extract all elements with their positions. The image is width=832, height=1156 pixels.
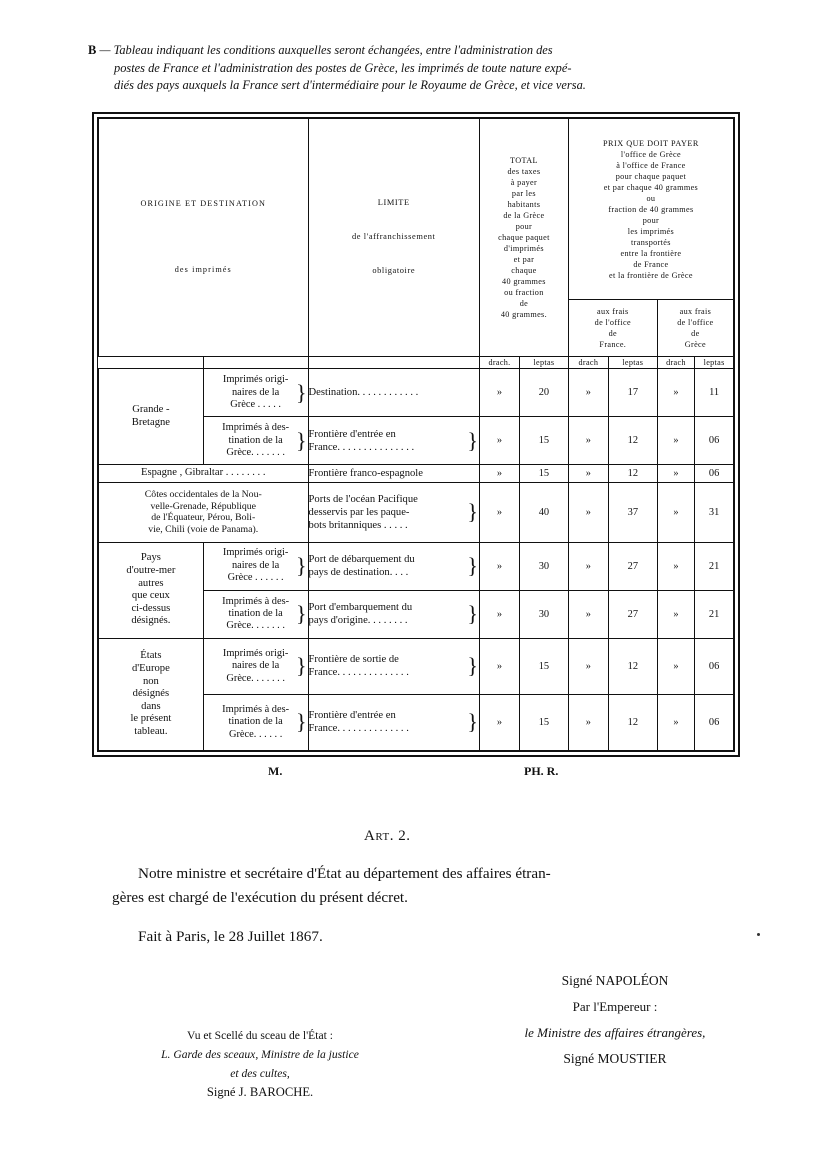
row-france-drach-6: » <box>568 590 608 638</box>
brace-icon: } <box>467 709 478 735</box>
brace-icon: } <box>467 499 478 525</box>
zone-line-5: dans <box>141 700 161 712</box>
header-frais-grece-line-3: de <box>691 328 700 338</box>
row-total-drach-6: » <box>479 590 519 638</box>
brace-icon: } <box>295 427 307 453</box>
limite-line-2: France. . . . . . . . . . . . . . <box>308 667 409 679</box>
brace-icon: } <box>467 653 478 679</box>
header-prix-line-4: pour chaque paquet <box>615 171 687 181</box>
header-limite-line-3: obligatoire <box>372 266 416 276</box>
row-france-leptas-1: 17 <box>608 369 657 417</box>
row-total-drach-5: » <box>479 542 519 590</box>
table-row <box>99 465 734 483</box>
imprimes-line-3: Grèce . . . . . . <box>227 572 284 584</box>
row-grece-drach-4: » <box>657 482 694 542</box>
table-row <box>99 482 734 542</box>
table-row <box>99 369 734 417</box>
row-limite-8 <box>308 694 479 750</box>
row-france-drach-2: » <box>568 417 608 465</box>
imprimes-line-2: tination de la <box>228 716 283 728</box>
row-limite-7 <box>308 638 479 694</box>
imprimes-line-1: Imprimés origi- <box>222 647 289 659</box>
row-imprimes-6 <box>203 590 308 638</box>
header-frais-grece-line-4: Grèce <box>684 339 707 349</box>
caption-dash: — <box>99 43 111 57</box>
zone-line-4: désignés <box>132 688 170 700</box>
row-total-drach-1: » <box>479 369 519 417</box>
header-prix-line-11: entre la frontière <box>620 248 682 258</box>
limite-line-1: Port de débarquement du <box>308 554 415 566</box>
zone-line-7: tableau. <box>134 725 168 737</box>
header-frais-grece <box>657 300 733 357</box>
row-grece-drach-1: » <box>657 369 694 417</box>
imprimes-line-1: Imprimés origi- <box>222 374 289 386</box>
limite-line-2: desservis par les paque- <box>308 506 410 518</box>
currency-france-leptas: leptas <box>608 356 657 369</box>
header-limite-line-1: LIMITE <box>377 198 410 208</box>
currency-spacer-2 <box>203 356 308 369</box>
limite-line-1: Frontière de sortie de <box>308 654 399 666</box>
imprimes-line-2: tination de la <box>228 608 283 620</box>
imprimes-line-3: Grèce. . . . . . <box>228 728 283 740</box>
zone-line-5: ci-dessus <box>131 602 171 614</box>
imprimes-line-1: Imprimés origi- <box>222 547 289 559</box>
imprimes-line-2: naires de la <box>231 660 280 672</box>
row-total-leptas-2: 15 <box>519 417 568 465</box>
row-france-leptas-4: 37 <box>608 482 657 542</box>
header-frais-grece-line-1: aux frais <box>679 306 712 316</box>
limite-line-3: bots britanniques . . . . . <box>308 519 408 531</box>
article-text-line-2: gères est chargé de l'exécution du présent décret. <box>112 889 408 906</box>
row-limite-4 <box>308 482 479 542</box>
zone-line-3: autres <box>138 577 164 589</box>
row-total-leptas-6: 30 <box>519 590 568 638</box>
limite-line-1: Destination. . . . . . . . . . . . <box>308 387 419 399</box>
zone-line-4: que ceux <box>131 590 170 602</box>
row-limite-6 <box>308 590 479 638</box>
limite-line-2: pays d'origine. . . . . . . . <box>308 615 408 627</box>
margin-dot <box>757 933 760 936</box>
header-total-line-15: 40 grammes. <box>500 309 547 319</box>
zone-line-2: velle-Grenade, République <box>150 500 257 512</box>
row-limite-3 <box>308 465 479 483</box>
header-total-line-13: ou fraction <box>504 287 544 297</box>
header-total-line-8: chaque paquet <box>498 232 550 242</box>
header-prix-line-3: à l'office de France <box>616 160 686 170</box>
row-grece-drach-7: » <box>657 638 694 694</box>
header-prix-line-6: ou <box>646 193 656 203</box>
header-prix-office-grece <box>568 119 733 300</box>
header-total-line-10: et par <box>513 254 535 264</box>
header-limite-line-2: de l'affranchissement <box>352 232 436 242</box>
row-total-leptas-1: 20 <box>519 369 568 417</box>
caption-line-3: diés des pays auxquels la France sert d'intermédiaire pour le Royaume de Grèce, et vice versa. <box>114 78 586 92</box>
header-origin-line-2: des imprimés <box>174 265 232 275</box>
table-currency-row <box>99 356 734 369</box>
row-total-drach-7: » <box>479 638 519 694</box>
brace-icon: } <box>467 427 478 453</box>
signature-vu-scelle: Vu et Scellé du sceau de l'État : <box>187 1029 333 1042</box>
brace-icon: } <box>295 379 307 405</box>
header-prix-line-7: fraction de 40 grammes <box>608 204 694 214</box>
header-total-line-4: par les <box>511 188 536 198</box>
brace-icon: } <box>467 553 478 579</box>
row-total-leptas-7: 15 <box>519 638 568 694</box>
limite-line-2: pays de destination. . . . <box>308 567 409 579</box>
header-prix-line-5: et par chaque 40 grammes <box>603 182 699 192</box>
row-limite-2 <box>308 417 479 465</box>
imprimes-line-2: naires de la <box>231 559 280 571</box>
caption-line-1: Tableau indiquant les conditions auxquelles seront échangées, entre l'administration des <box>113 43 553 57</box>
signature-ministre-affaires-etrangeres: le Ministre des affaires étrangères, <box>524 1025 706 1040</box>
row-grece-leptas-7: 06 <box>695 638 734 694</box>
brace-icon: } <box>295 553 307 579</box>
limite-line-2: France. . . . . . . . . . . . . . . <box>308 441 415 453</box>
header-prix-line-10: transportés <box>631 237 671 247</box>
zone-line-2: d'Europe <box>131 662 170 674</box>
currency-spacer-1 <box>99 356 204 369</box>
imprimes-line-1: Imprimés à des- <box>222 422 290 434</box>
tariff-table-frame <box>92 112 740 757</box>
limite-line-1: Port d'embarquement du <box>308 602 413 614</box>
row-zone-pays-outre-mer <box>99 542 204 638</box>
zone-line-1: Grande - <box>132 404 170 416</box>
header-prix-line-8: pour <box>642 215 660 225</box>
row-grece-drach-8: » <box>657 694 694 750</box>
row-total-drach-4: » <box>479 482 519 542</box>
imprimes-line-3: Grèce. . . . . . . <box>226 620 285 632</box>
table-header-row <box>99 119 734 300</box>
signature-moustier: Signé MOUSTIER <box>563 1051 667 1066</box>
row-imprimes-7 <box>203 638 308 694</box>
currency-total-leptas: leptas <box>519 356 568 369</box>
signature-baroche: Signé J. BAROCHE. <box>206 1085 314 1099</box>
header-prix-line-13: et la frontière de Grèce <box>609 270 693 280</box>
zone-line-1: Côtes occidentales de la Nou- <box>144 489 262 501</box>
header-frais-grece-line-2: de l'office <box>677 317 714 327</box>
zone-line-3: non <box>142 675 159 687</box>
limite-line-1: Frontière d'entrée en <box>308 710 396 722</box>
row-france-drach-1: » <box>568 369 608 417</box>
row-france-leptas-3: 12 <box>608 465 657 483</box>
brace-icon: } <box>295 709 307 735</box>
header-frais-france-line-3: de <box>608 328 618 338</box>
header-total-line-11: chaque <box>511 265 537 275</box>
row-france-drach-5: » <box>568 542 608 590</box>
table-caption <box>88 42 748 95</box>
row-grece-drach-3: » <box>657 465 694 483</box>
header-total-line-1: TOTAL <box>510 155 538 165</box>
header-total-line-9: d'imprimés <box>503 243 544 253</box>
imprimes-line-1: Imprimés à des- <box>222 703 290 715</box>
row-france-drach-4: » <box>568 482 608 542</box>
header-total-line-2: des taxes <box>507 166 541 176</box>
zone-line-1: États <box>140 650 162 662</box>
row-grece-drach-6: » <box>657 590 694 638</box>
caption-letter: B <box>88 43 97 57</box>
signature-des-cultes: et des cultes, <box>230 1067 290 1080</box>
header-total-line-5: habitants <box>507 199 541 209</box>
imprimes-line-3: Grèce . . . . . <box>230 398 282 410</box>
signature-garde-des-sceaux: L. Garde des sceaux, Ministre de la justice <box>161 1048 359 1061</box>
row-total-leptas-8: 15 <box>519 694 568 750</box>
zone-line-1: Espagne , Gibraltar . . . . . . . . <box>141 467 266 479</box>
signature-block-left <box>120 1026 400 1102</box>
header-origin-destination <box>99 119 309 357</box>
imprimes-line-2: naires de la <box>231 386 280 398</box>
limite-line-1: Frontière d'entrée en <box>308 428 396 440</box>
row-france-drach-3: » <box>568 465 608 483</box>
row-grece-leptas-6: 21 <box>695 590 734 638</box>
currency-france-drach: drach <box>568 356 608 369</box>
article-date: Fait à Paris, le 28 Juillet 1867. <box>138 928 323 945</box>
limite-line-2: France. . . . . . . . . . . . . . <box>308 723 409 735</box>
signature-mark-left: M. <box>268 764 283 778</box>
currency-spacer-3 <box>308 356 479 369</box>
signature-napoleon: Signé NAPOLÉON <box>561 973 669 988</box>
row-france-leptas-6: 27 <box>608 590 657 638</box>
row-total-drach-3: » <box>479 465 519 483</box>
imprimes-line-1: Imprimés à des- <box>222 595 290 607</box>
article-text <box>112 862 726 910</box>
tariff-table-inner-frame <box>97 117 735 752</box>
row-grece-leptas-2: 06 <box>695 417 734 465</box>
zone-line-6: le présent <box>130 713 172 725</box>
signature-mark-right: PH. R. <box>524 764 559 778</box>
imprimes-line-2: tination de la <box>228 434 283 446</box>
row-grece-drach-5: » <box>657 542 694 590</box>
row-france-drach-7: » <box>568 638 608 694</box>
header-prix-line-2: l'office de Grèce <box>620 149 681 159</box>
zone-line-2: Bretagne <box>131 416 170 428</box>
brace-icon: } <box>295 653 307 679</box>
zone-line-3: de l'Équateur, Pérou, Boli- <box>151 512 256 524</box>
row-zone-espagne-gibraltar <box>99 465 309 483</box>
header-frais-france-line-2: de l'office <box>594 317 631 327</box>
tariff-table <box>98 118 734 751</box>
imprimes-line-3: Grèce. . . . . . . <box>226 672 285 684</box>
row-total-leptas-3: 15 <box>519 465 568 483</box>
header-total-line-7: pour <box>515 221 533 231</box>
header-total-line-3: à payer <box>510 177 538 187</box>
row-zone-cotes-occidentales <box>99 482 309 542</box>
row-france-leptas-2: 12 <box>608 417 657 465</box>
brace-icon: } <box>295 601 307 627</box>
header-prix-line-9: les imprimés <box>627 226 675 236</box>
row-zone-grande-bretagne <box>99 369 204 465</box>
header-total-taxes <box>479 119 568 357</box>
limite-line-1: Ports de l'océan Pacifique <box>308 493 418 505</box>
table-row <box>99 542 734 590</box>
row-limite-1 <box>308 369 479 417</box>
row-total-drach-2: » <box>479 417 519 465</box>
row-grece-leptas-5: 21 <box>695 542 734 590</box>
row-imprimes-2 <box>203 417 308 465</box>
signature-block-right <box>470 968 760 1072</box>
header-prix-line-1: PRIX QUE DOIT PAYER <box>603 138 699 148</box>
article-text-line-1: Notre ministre et secrétaire d'État au département des affaires étran- <box>138 865 551 882</box>
zone-line-2: d'outre-mer <box>126 564 176 576</box>
table-row <box>99 638 734 694</box>
brace-icon: } <box>467 601 478 627</box>
limite-line-1: Frontière franco-espagnole <box>308 468 423 480</box>
header-frais-france-line-4: France. <box>599 339 627 349</box>
signature-par-empereur: Par l'Empereur : <box>572 999 658 1014</box>
row-france-leptas-7: 12 <box>608 638 657 694</box>
header-frais-france <box>568 300 657 357</box>
row-zone-etats-europe <box>99 638 204 750</box>
row-grece-leptas-8: 06 <box>695 694 734 750</box>
header-prix-line-12: de France <box>633 259 669 269</box>
row-limite-5 <box>308 542 479 590</box>
zone-line-6: désignés. <box>131 615 171 627</box>
zone-line-1: Pays <box>140 552 161 564</box>
header-frais-france-line-1: aux frais <box>597 306 629 316</box>
row-total-leptas-5: 30 <box>519 542 568 590</box>
row-france-leptas-8: 12 <box>608 694 657 750</box>
row-grece-leptas-3: 06 <box>695 465 734 483</box>
header-total-line-6: de la Grèce <box>503 210 545 220</box>
zone-line-4: vie, Chili (voie de Panama). <box>148 523 259 535</box>
row-grece-leptas-1: 11 <box>695 369 734 417</box>
currency-total-drach: drach. <box>479 356 519 369</box>
header-limite <box>308 119 479 357</box>
row-imprimes-5 <box>203 542 308 590</box>
row-france-leptas-5: 27 <box>608 542 657 590</box>
caption-line-2: postes de France et l'administration des postes de Grèce, les imprimés de toute nature expé- <box>114 60 572 75</box>
row-france-drach-8: » <box>568 694 608 750</box>
currency-grece-leptas: leptas <box>695 356 734 369</box>
row-total-leptas-4: 40 <box>519 482 568 542</box>
header-origin-line-1: ORIGINE ET DESTINATION <box>140 199 266 209</box>
row-total-drach-8: » <box>479 694 519 750</box>
header-total-line-12: 40 grammes <box>502 276 546 286</box>
header-total-line-14: de <box>519 298 529 308</box>
row-imprimes-1 <box>203 369 308 417</box>
row-imprimes-8 <box>203 694 308 750</box>
row-grece-drach-2: » <box>657 417 694 465</box>
currency-grece-drach: drach <box>657 356 694 369</box>
article-title: Art. 2. <box>364 828 411 844</box>
row-grece-leptas-4: 31 <box>695 482 734 542</box>
imprimes-line-3: Grèce. . . . . . . <box>226 447 285 459</box>
